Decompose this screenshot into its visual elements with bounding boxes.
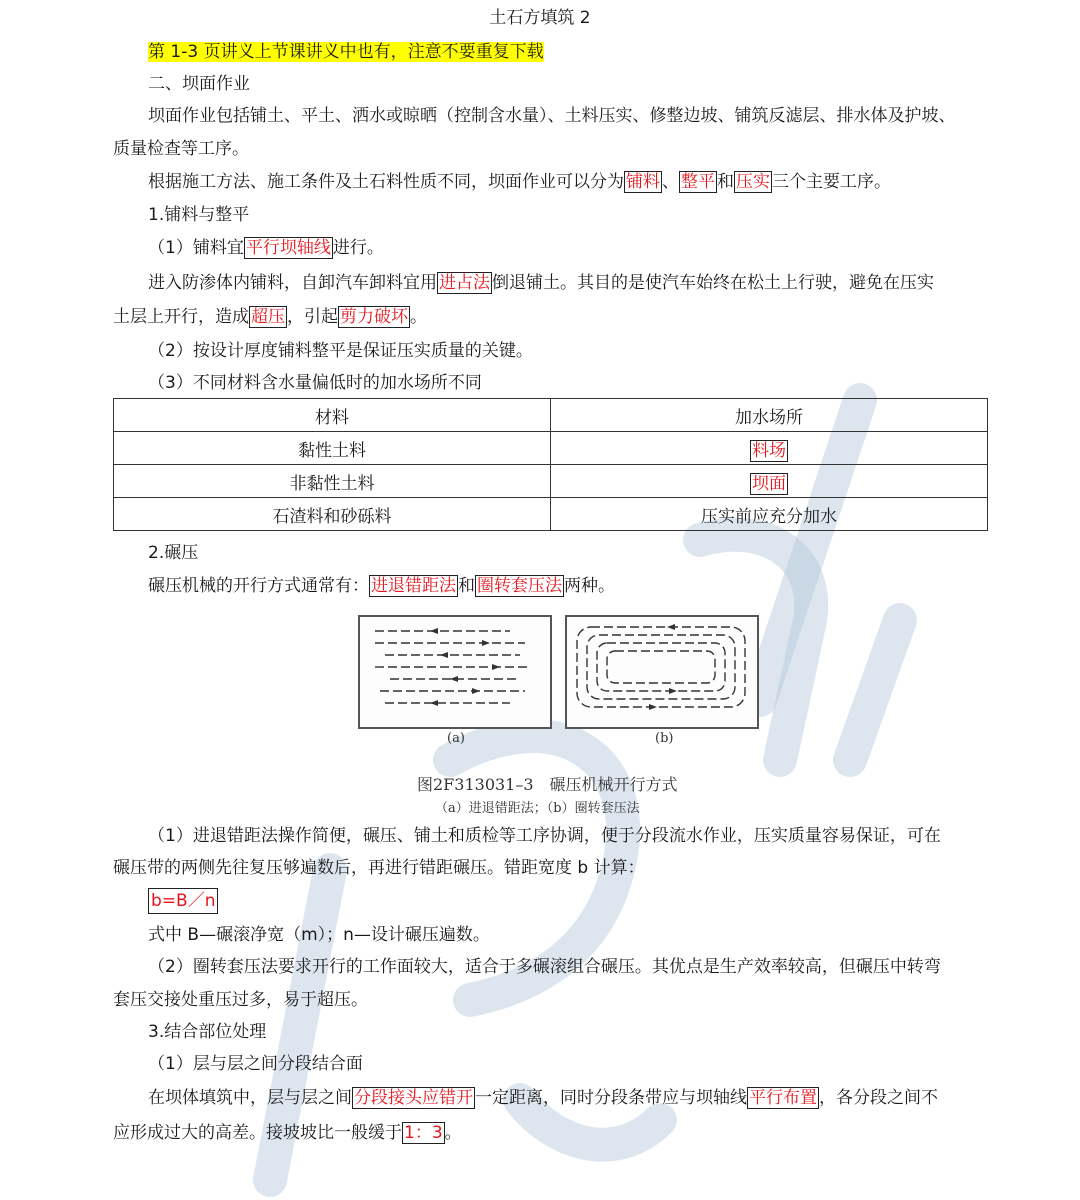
keyword-parallel-axis: 平行坝轴线 bbox=[245, 238, 331, 258]
text: ，各分段之间不 bbox=[819, 1088, 938, 1108]
paragraph-7b bbox=[113, 1121, 462, 1145]
keyword-slope-ratio: 1：3 bbox=[404, 1123, 443, 1143]
list-item-4: （1）层与层之间分段结合面 bbox=[148, 1054, 363, 1074]
water-addition-table bbox=[113, 398, 988, 531]
paragraph-7a bbox=[148, 1086, 938, 1110]
page-title: 土石方填筑 2 bbox=[489, 8, 591, 28]
cell-material: 石渣料和砂砾料 bbox=[114, 498, 551, 531]
text: 和 bbox=[717, 172, 734, 192]
diagram-a-svg bbox=[360, 617, 550, 727]
keyword-staggered-method: 进退错距法 bbox=[371, 576, 456, 596]
figure-subcaption: （a）进退错距法；（b）圈转套压法 bbox=[435, 801, 640, 816]
paragraph-5a: （1）进退错距法操作简便，碾压、铺土和质检等工序协调，便于分段流水作业，压实质量容易保证，可在 bbox=[148, 826, 941, 846]
header-material: 材料 bbox=[114, 399, 551, 432]
table-row bbox=[114, 432, 988, 465]
cell-material: 黏性土料 bbox=[114, 432, 551, 465]
text: （1）铺料宜 bbox=[148, 238, 244, 258]
keyword-place: 坝面 bbox=[752, 473, 786, 494]
figure-caption: 图2F313031–3 碾压机械开行方式 bbox=[417, 775, 678, 794]
paragraph-3b bbox=[113, 305, 427, 329]
figure-label-a: (a) bbox=[447, 731, 465, 746]
text: 。 bbox=[410, 307, 427, 327]
text: 倒退铺土。其目的是使汽车始终在松土上行驶，避免在压实 bbox=[492, 273, 934, 293]
section-heading: 二、坝面作业 bbox=[148, 74, 250, 94]
text: 应形成过大的高差。接坡坡比一般缓于 bbox=[113, 1123, 402, 1143]
text: 进行。 bbox=[332, 238, 384, 258]
subheading-rolling: 2.碾压 bbox=[148, 543, 199, 563]
table-row bbox=[114, 498, 988, 531]
keyword-leveling: 整平 bbox=[681, 172, 715, 192]
text: 碾压机械的开行方式通常有： bbox=[148, 576, 369, 596]
paragraph-6a: （2）圈转套压法要求开行的工作面较大，适合于多碾滚组合碾压。其优点是生产效率较高，但碾压中转弯 bbox=[148, 957, 941, 977]
keyword-circular-method: 圈转套压法 bbox=[477, 576, 562, 596]
text: 。 bbox=[444, 1123, 462, 1143]
paragraph-6b: 套压交接处重压过多，易于超压。 bbox=[113, 990, 368, 1010]
paragraph-4 bbox=[148, 574, 615, 598]
paragraph-3a bbox=[148, 271, 934, 295]
keyword-paving: 铺料 bbox=[626, 172, 660, 192]
text: 和 bbox=[458, 576, 475, 596]
diagram-b-circular bbox=[565, 615, 759, 729]
cell-place bbox=[551, 432, 988, 465]
diagram-b-svg bbox=[567, 617, 757, 727]
text: 进入防渗体内铺料，自卸汽车卸料宜用 bbox=[148, 273, 437, 293]
header-place: 加水场所 bbox=[551, 399, 988, 432]
notice-banner bbox=[148, 40, 544, 64]
text: 根据施工方法、施工条件及土石料性质不同，坝面作业可以分为 bbox=[148, 172, 624, 192]
cell-place: 压实前应充分加水 bbox=[551, 498, 988, 531]
list-item-3: （3）不同材料含水量偏低时的加水场所不同 bbox=[148, 373, 482, 393]
cell-place bbox=[551, 465, 988, 498]
keyword-place: 料场 bbox=[752, 440, 786, 461]
formula-line bbox=[148, 889, 218, 913]
cell-material: 非黏性土料 bbox=[114, 465, 551, 498]
keyword-overpressure: 超压 bbox=[251, 307, 285, 327]
text: 土层上开行，造成 bbox=[113, 307, 249, 327]
notice-text: 第 1-3 页讲义上节课讲义中也有，注意不要重复下载 bbox=[148, 42, 544, 62]
text: 、 bbox=[662, 172, 679, 192]
text: ，引起 bbox=[287, 307, 338, 327]
keyword-shear-failure: 剪力破坏 bbox=[340, 307, 408, 327]
keyword-advance-method: 进占法 bbox=[439, 273, 490, 293]
diagram-a-staggered bbox=[358, 615, 552, 729]
subheading-paving: 1.铺料与整平 bbox=[148, 205, 250, 225]
text: 三个主要工序。 bbox=[772, 172, 891, 192]
keyword-stagger-joints: 分段接头应错开 bbox=[354, 1088, 473, 1108]
text: 两种。 bbox=[564, 576, 615, 596]
text: 在坝体填筑中，层与层之间 bbox=[148, 1088, 352, 1108]
list-item-1 bbox=[148, 236, 384, 260]
paragraph-1b: 质量检查等工序。 bbox=[113, 139, 249, 159]
paragraph-1a: 坝面作业包括铺土、平土、洒水或晾晒（控制含水量）、土料压实、修整边坡、铺筑反滤层、排水体及护坡、 bbox=[148, 106, 956, 126]
figure-label-b: (b) bbox=[655, 731, 674, 746]
subheading-joints: 3.结合部位处理 bbox=[148, 1022, 267, 1042]
table-row bbox=[114, 465, 988, 498]
text: 一定距离，同时分段条带应与坝轴线 bbox=[475, 1088, 747, 1108]
keyword-parallel-layout: 平行布置 bbox=[749, 1088, 817, 1108]
list-item-2: （2）按设计厚度铺料整平是保证压实质量的关键。 bbox=[148, 341, 533, 361]
table-header-row bbox=[114, 399, 988, 432]
keyword-compaction: 压实 bbox=[736, 172, 770, 192]
paragraph-5b: 碾压带的两侧先往复压够遍数后，再进行错距碾压。错距宽度 b 计算： bbox=[113, 858, 645, 878]
paragraph-2 bbox=[148, 170, 891, 194]
formula: b=B／n bbox=[148, 888, 218, 914]
formula-note: 式中 B—碾滚净宽（m）；n—设计碾压遍数。 bbox=[148, 925, 490, 945]
